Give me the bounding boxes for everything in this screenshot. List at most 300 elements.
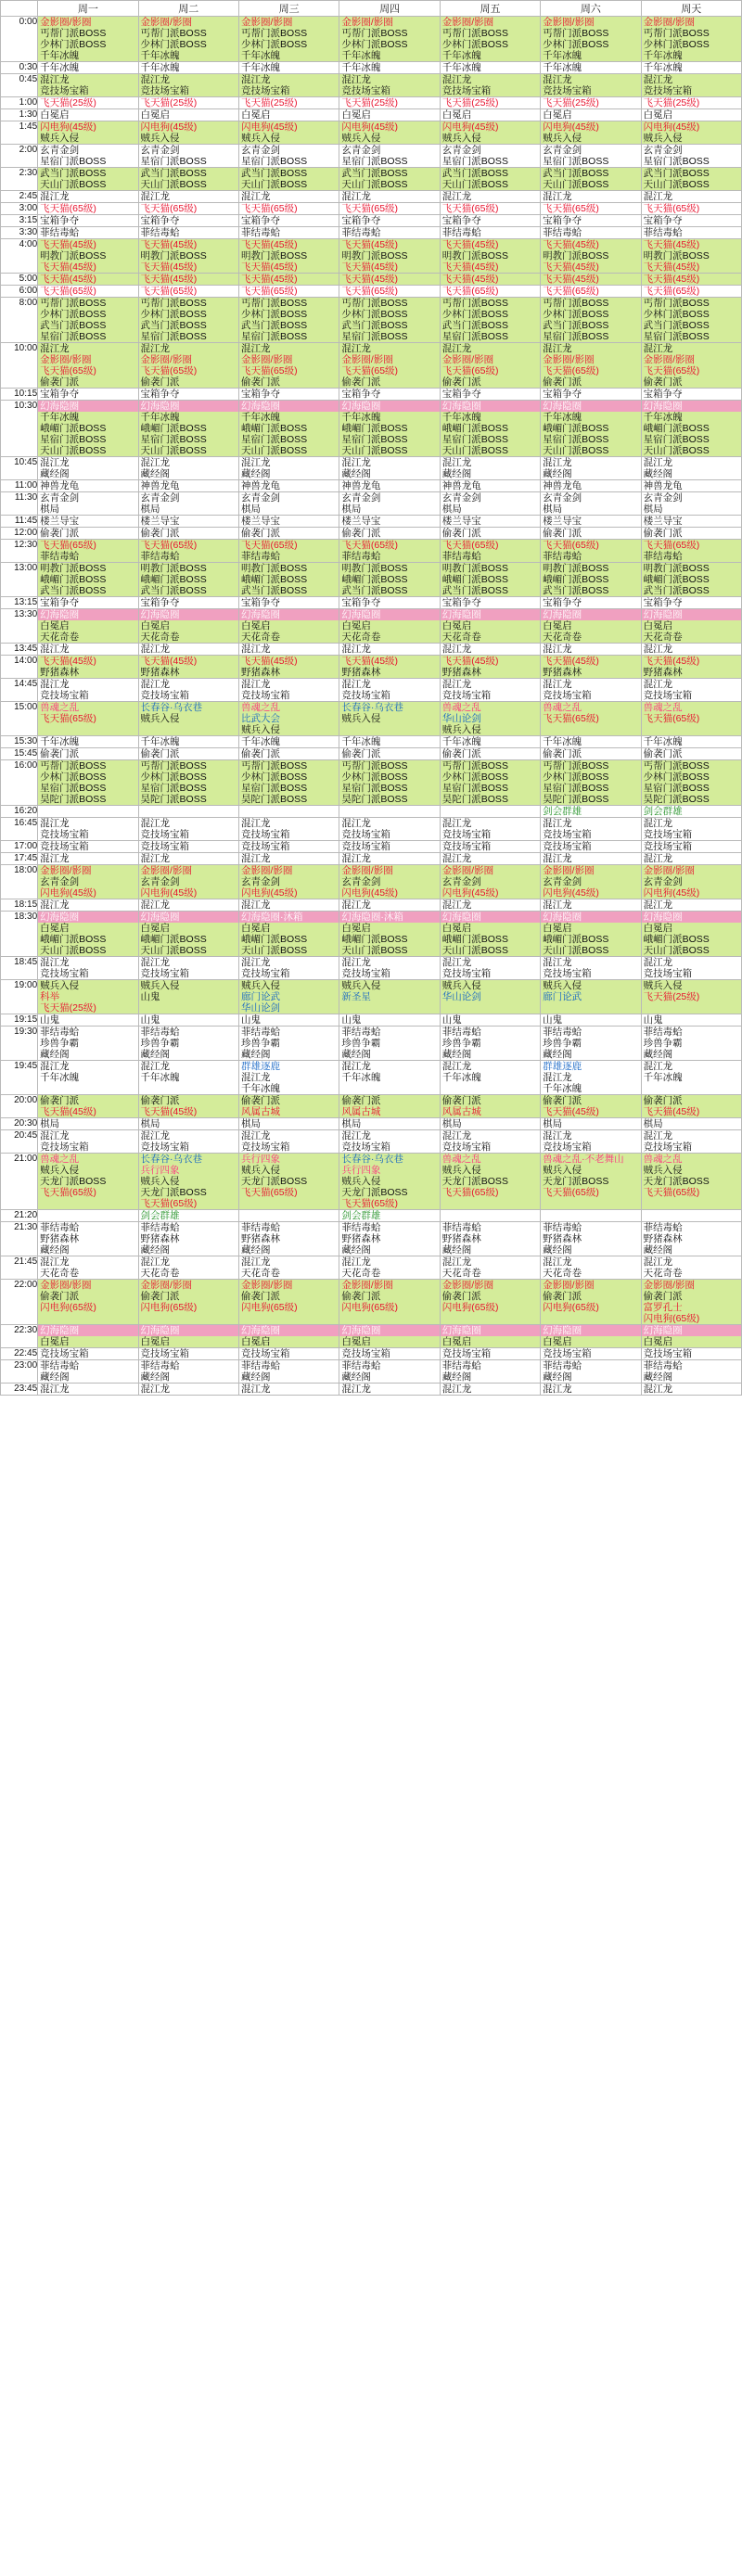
time-label: 1:00 bbox=[1, 97, 38, 109]
schedule-cell bbox=[339, 145, 440, 168]
schedule-cell bbox=[238, 298, 339, 343]
schedule-row bbox=[1, 298, 742, 343]
event-entry: 菲结毒蛤 bbox=[543, 1222, 582, 1233]
schedule-cell bbox=[138, 286, 238, 298]
schedule-cell bbox=[541, 62, 641, 74]
event-entry: 金影圈/影圈 bbox=[40, 1280, 92, 1291]
event-entry: 混江龙 bbox=[441, 1256, 472, 1268]
schedule-cell bbox=[38, 343, 138, 389]
event-entry: 混江龙 bbox=[643, 818, 673, 829]
schedule-cell bbox=[238, 528, 339, 540]
schedule-cell bbox=[339, 980, 440, 1014]
schedule-row bbox=[1, 806, 742, 818]
schedule-cell bbox=[541, 644, 641, 656]
schedule-cell bbox=[339, 841, 440, 853]
event-entry: 千年冰魄 bbox=[341, 736, 381, 747]
schedule-cell bbox=[38, 168, 138, 191]
event-entry: 贼兵入侵 bbox=[441, 1165, 481, 1176]
event-entry: 菲结毒蛤 bbox=[140, 227, 180, 238]
schedule-cell bbox=[541, 1154, 641, 1210]
event-entry: 星宿门派BOSS bbox=[240, 783, 308, 794]
schedule-cell bbox=[238, 644, 339, 656]
schedule-cell bbox=[238, 679, 339, 702]
time-label: 1:45 bbox=[1, 121, 38, 145]
event-entry: 飞天猫(65级) bbox=[643, 286, 700, 297]
event-entry: 混江龙 bbox=[543, 679, 572, 690]
schedule-cell bbox=[138, 644, 238, 656]
event-entry: 偷袭门派 bbox=[341, 376, 381, 388]
schedule-cell bbox=[641, 563, 741, 597]
schedule-cell bbox=[641, 1095, 741, 1118]
event-entry: 丐帮门派BOSS bbox=[140, 28, 207, 39]
schedule-row bbox=[1, 457, 742, 480]
event-entry: 棋局 bbox=[341, 504, 362, 515]
schedule-cell bbox=[541, 1256, 641, 1280]
event-entry: 天花奇卷 bbox=[543, 1268, 582, 1279]
schedule-cell bbox=[541, 492, 641, 516]
schedule-cell bbox=[641, 760, 741, 806]
event-entry: 野猪森林 bbox=[643, 667, 683, 678]
event-entry: 偷袭门派 bbox=[441, 528, 481, 539]
schedule-row bbox=[1, 1014, 742, 1027]
schedule-cell bbox=[38, 457, 138, 480]
schedule-cell bbox=[339, 274, 440, 286]
event-entry: 白冕启 bbox=[341, 923, 371, 934]
schedule-row bbox=[1, 1154, 742, 1210]
event-entry: 明教门派BOSS bbox=[543, 250, 609, 261]
schedule-cell bbox=[641, 1384, 741, 1396]
schedule-cell bbox=[138, 298, 238, 343]
schedule-cell bbox=[238, 239, 339, 274]
event-entry: 群雄逐鹿 bbox=[543, 1061, 582, 1072]
event-entry: 武当门派BOSS bbox=[643, 168, 710, 179]
schedule-cell bbox=[38, 97, 138, 109]
schedule-row bbox=[1, 656, 742, 679]
event-entry: 飞天猫(65级) bbox=[543, 1187, 599, 1198]
event-entry: 棋局 bbox=[40, 504, 60, 515]
event-entry: 偷袭门派 bbox=[341, 528, 381, 539]
event-entry: 偷袭门派 bbox=[240, 1291, 280, 1302]
event-entry: 幻海隐圈 bbox=[139, 401, 238, 412]
event-entry: 天花奇卷 bbox=[341, 631, 381, 643]
event-entry: 天龙门派BOSS bbox=[140, 1187, 207, 1198]
schedule-row bbox=[1, 1118, 742, 1130]
event-entry: 竞技场宝箱 bbox=[441, 1141, 492, 1153]
time-label: 6:00 bbox=[1, 286, 38, 298]
schedule-cell bbox=[138, 1360, 238, 1384]
event-entry: 剑会群雄 bbox=[341, 1210, 381, 1221]
event-entry: 山鬼 bbox=[240, 1014, 261, 1026]
event-entry: 宝箱争夺 bbox=[341, 389, 381, 400]
event-entry: 飞天猫(65级) bbox=[40, 1187, 96, 1198]
event-entry: 飞天猫(65级) bbox=[140, 1198, 198, 1209]
event-entry: 藏经阁 bbox=[543, 1049, 572, 1060]
event-entry: 星宿门派BOSS bbox=[140, 156, 207, 167]
event-entry: 宝箱争夺 bbox=[441, 597, 481, 608]
schedule-cell bbox=[541, 656, 641, 679]
event-entry: 混江龙 bbox=[441, 644, 472, 655]
event-entry: 混江龙 bbox=[441, 679, 472, 690]
event-entry: 金影圈/影圈 bbox=[140, 865, 192, 876]
event-entry: 飞天猫(25级) bbox=[643, 97, 700, 108]
schedule-cell bbox=[440, 109, 540, 121]
time-label: 14:45 bbox=[1, 679, 38, 702]
time-label: 21:00 bbox=[1, 1154, 38, 1210]
event-entry: 神兽龙龟 bbox=[543, 480, 582, 491]
event-entry: 少林门派BOSS bbox=[341, 772, 408, 783]
schedule-cell bbox=[38, 298, 138, 343]
event-entry: 昊陀门派BOSS bbox=[341, 794, 408, 805]
event-entry: 金影圈/影圈 bbox=[140, 17, 192, 28]
event-entry: 竞技场宝箱 bbox=[643, 1348, 693, 1359]
event-entry: 混江龙 bbox=[341, 899, 371, 911]
schedule-cell bbox=[440, 899, 540, 912]
event-entry: 偷袭门派 bbox=[441, 376, 481, 388]
empty-slot bbox=[441, 1210, 540, 1221]
schedule-cell bbox=[138, 1095, 238, 1118]
event-entry: 野猪森林 bbox=[140, 667, 180, 678]
schedule-row bbox=[1, 191, 742, 203]
event-entry: 丐帮门派BOSS bbox=[140, 298, 207, 309]
event-entry: 偷袭门派 bbox=[643, 748, 683, 759]
schedule-cell bbox=[138, 841, 238, 853]
schedule-cell bbox=[339, 74, 440, 97]
event-entry: 竞技场宝箱 bbox=[40, 85, 89, 96]
schedule-row bbox=[1, 274, 742, 286]
schedule-cell bbox=[641, 1256, 741, 1280]
schedule-cell bbox=[38, 1210, 138, 1222]
event-entry: 飞天猫(65级) bbox=[40, 540, 96, 551]
event-entry: 藏经阁 bbox=[441, 1371, 472, 1383]
event-entry: 兽魂之乱 bbox=[643, 1154, 683, 1165]
event-entry: 金影圈/影圈 bbox=[441, 1280, 494, 1291]
event-entry: 白冕启 bbox=[40, 923, 70, 934]
event-entry: 飞天猫(45级) bbox=[341, 656, 399, 667]
event-entry: 丐帮门派BOSS bbox=[240, 28, 308, 39]
event-entry: 宝箱争夺 bbox=[40, 215, 80, 226]
event-entry: 金影圈/影圈 bbox=[441, 354, 494, 365]
schedule-cell bbox=[339, 492, 440, 516]
event-entry: 天花奇卷 bbox=[341, 1268, 381, 1279]
event-entry: 混江龙 bbox=[341, 853, 371, 864]
event-entry: 飞天猫(65级) bbox=[240, 540, 298, 551]
event-entry: 千年冰魄 bbox=[140, 62, 180, 73]
event-entry: 华山论剑 bbox=[441, 713, 481, 724]
event-entry: 飞天猫(45级) bbox=[643, 261, 700, 273]
schedule-cell bbox=[339, 343, 440, 389]
schedule-row bbox=[1, 899, 742, 912]
event-entry: 峨嵋门派BOSS bbox=[643, 574, 710, 585]
event-entry: 混江龙 bbox=[441, 1130, 472, 1141]
schedule-row bbox=[1, 1061, 742, 1095]
event-entry: 竞技场宝箱 bbox=[40, 1348, 89, 1359]
schedule-cell bbox=[238, 516, 339, 528]
event-entry: 星宿门派BOSS bbox=[240, 331, 308, 342]
event-entry: 白冕启 bbox=[140, 620, 171, 631]
event-entry: 混江龙 bbox=[140, 853, 171, 864]
schedule-cell bbox=[541, 1280, 641, 1325]
event-entry: 野猪森林 bbox=[341, 1233, 381, 1244]
event-entry: 天龙门派BOSS bbox=[341, 1187, 408, 1198]
time-label: 21:30 bbox=[1, 1222, 38, 1256]
schedule-cell bbox=[138, 239, 238, 274]
schedule-cell bbox=[38, 62, 138, 74]
schedule-row bbox=[1, 62, 742, 74]
event-entry: 飞天猫(25级) bbox=[643, 991, 700, 1002]
schedule-cell bbox=[138, 540, 238, 563]
event-entry: 闪电狗(45级) bbox=[441, 887, 499, 899]
event-entry: 菲结毒蛤 bbox=[341, 1222, 381, 1233]
event-entry: 飞天猫(45级) bbox=[643, 1106, 700, 1117]
event-entry: 闪电狗(65级) bbox=[240, 1302, 298, 1313]
event-entry: 星宿门派BOSS bbox=[441, 156, 508, 167]
schedule-cell bbox=[38, 1154, 138, 1210]
event-entry: 飞天猫(45级) bbox=[441, 274, 499, 285]
event-entry: 混江龙 bbox=[441, 191, 472, 202]
event-entry: 混江龙 bbox=[643, 1130, 673, 1141]
schedule-cell bbox=[238, 109, 339, 121]
schedule-cell bbox=[641, 853, 741, 865]
event-entry: 竞技场宝箱 bbox=[40, 841, 89, 852]
time-label: 5:00 bbox=[1, 274, 38, 286]
event-entry: 竞技场宝箱 bbox=[341, 968, 390, 979]
event-entry: 混江龙 bbox=[240, 644, 271, 655]
event-entry: 剑会群雄 bbox=[643, 806, 683, 817]
event-entry: 偷袭门派 bbox=[341, 748, 381, 759]
event-entry: 天龙门派BOSS bbox=[643, 1176, 710, 1187]
event-entry: 幻海隐圈 bbox=[642, 1325, 741, 1336]
schedule-cell bbox=[339, 389, 440, 401]
event-entry: 楼兰导宝 bbox=[341, 516, 381, 527]
event-entry: 偷袭门派 bbox=[140, 748, 180, 759]
event-entry: 飞天猫(45级) bbox=[40, 239, 96, 250]
event-entry: 混江龙 bbox=[140, 457, 171, 468]
schedule-cell bbox=[138, 343, 238, 389]
event-entry: 风属古城 bbox=[441, 1106, 481, 1117]
event-entry: 贼兵入侵 bbox=[240, 980, 280, 991]
event-entry: 混江龙 bbox=[240, 343, 271, 354]
event-entry: 藏经阁 bbox=[643, 1049, 673, 1060]
event-entry: 丐帮门派BOSS bbox=[341, 298, 408, 309]
event-entry: 飞天猫(45级) bbox=[441, 239, 499, 250]
event-entry: 白冕启 bbox=[240, 1336, 271, 1347]
schedule-cell bbox=[38, 191, 138, 203]
schedule-cell bbox=[238, 1280, 339, 1325]
event-entry: 飞天猫(45级) bbox=[240, 261, 298, 273]
event-entry: 武当门派BOSS bbox=[140, 585, 207, 596]
schedule-cell bbox=[38, 736, 138, 748]
event-entry: 星宿门派BOSS bbox=[40, 434, 107, 445]
event-entry: 兽魂之乱 bbox=[441, 702, 481, 713]
event-entry: 天山门派BOSS bbox=[543, 945, 609, 956]
schedule-cell bbox=[440, 609, 540, 644]
event-entry: 星宿门派BOSS bbox=[441, 331, 508, 342]
schedule-cell bbox=[641, 1061, 741, 1095]
event-entry: 混江龙 bbox=[240, 1072, 271, 1083]
empty-slot bbox=[339, 806, 439, 817]
event-entry: 玄青金剑 bbox=[441, 876, 481, 887]
event-entry: 千年冰魄 bbox=[341, 1072, 381, 1083]
event-entry: 白冕启 bbox=[240, 620, 271, 631]
event-entry: 混江龙 bbox=[341, 343, 371, 354]
event-entry: 混江龙 bbox=[441, 1384, 472, 1395]
event-entry: 楼兰导宝 bbox=[240, 516, 280, 527]
event-entry: 白冕启 bbox=[543, 109, 572, 121]
event-entry: 幻海隐圈 bbox=[339, 609, 439, 620]
schedule-cell bbox=[641, 401, 741, 457]
event-entry: 竞技场宝箱 bbox=[441, 841, 492, 852]
event-entry: 明教门派BOSS bbox=[441, 250, 508, 261]
schedule-cell bbox=[641, 145, 741, 168]
event-entry: 竞技场宝箱 bbox=[341, 1348, 390, 1359]
schedule-row bbox=[1, 401, 742, 457]
empty-slot bbox=[239, 806, 339, 817]
event-entry: 飞天猫(45级) bbox=[543, 274, 599, 285]
event-entry: 竞技场宝箱 bbox=[140, 968, 190, 979]
schedule-cell bbox=[541, 853, 641, 865]
schedule-cell bbox=[238, 760, 339, 806]
time-label: 2:30 bbox=[1, 168, 38, 191]
schedule-row bbox=[1, 121, 742, 145]
event-entry: 飞天猫(65级) bbox=[643, 203, 700, 214]
schedule-cell bbox=[541, 702, 641, 736]
event-entry: 飞天猫(45级) bbox=[240, 274, 298, 285]
schedule-cell bbox=[138, 389, 238, 401]
schedule-cell bbox=[440, 516, 540, 528]
event-entry: 贼兵入侵 bbox=[140, 713, 180, 724]
event-entry: 棋局 bbox=[240, 1118, 261, 1129]
event-entry: 混江龙 bbox=[441, 343, 472, 354]
event-entry: 金影圈/影圈 bbox=[643, 354, 695, 365]
event-entry: 菲结毒蛤 bbox=[140, 1222, 180, 1233]
event-entry: 峨嵋门派BOSS bbox=[140, 934, 207, 945]
event-entry: 闪电狗(45级) bbox=[643, 121, 700, 133]
event-entry: 贼兵入侵 bbox=[643, 133, 683, 144]
event-entry: 混江龙 bbox=[40, 1384, 70, 1395]
schedule-cell bbox=[641, 97, 741, 109]
schedule-row bbox=[1, 168, 742, 191]
schedule-cell bbox=[38, 1118, 138, 1130]
event-entry: 星宿门派BOSS bbox=[341, 783, 408, 794]
schedule-cell bbox=[541, 980, 641, 1014]
event-entry: 宝箱争夺 bbox=[140, 597, 180, 608]
event-entry: 混江龙 bbox=[140, 1061, 171, 1072]
schedule-row bbox=[1, 516, 742, 528]
event-entry: 飞天猫(45级) bbox=[40, 261, 96, 273]
schedule-cell bbox=[138, 492, 238, 516]
schedule-cell bbox=[238, 480, 339, 492]
schedule-cell bbox=[641, 239, 741, 274]
event-entry: 兵行四象 bbox=[240, 1154, 280, 1165]
schedule-row bbox=[1, 736, 742, 748]
schedule-cell bbox=[339, 540, 440, 563]
event-entry: 明教门派BOSS bbox=[140, 250, 207, 261]
time-label: 11:30 bbox=[1, 492, 38, 516]
schedule-cell bbox=[440, 457, 540, 480]
event-entry: 竞技场宝箱 bbox=[40, 1141, 89, 1153]
schedule-cell bbox=[138, 899, 238, 912]
schedule-cell bbox=[440, 17, 540, 62]
event-entry: 偷袭门派 bbox=[441, 1291, 481, 1302]
event-entry: 千年冰魄 bbox=[643, 412, 683, 423]
event-entry: 天山门派BOSS bbox=[543, 179, 609, 190]
time-label: 0:30 bbox=[1, 62, 38, 74]
event-entry: 白冕启 bbox=[441, 620, 472, 631]
event-entry: 混江龙 bbox=[140, 1256, 171, 1268]
event-entry: 白冕启 bbox=[543, 923, 572, 934]
event-entry: 丐帮门派BOSS bbox=[40, 298, 107, 309]
event-entry: 竞技场宝箱 bbox=[140, 690, 190, 701]
event-entry: 偷袭门派 bbox=[441, 1095, 481, 1106]
time-label: 13:00 bbox=[1, 563, 38, 597]
event-entry: 少林门派BOSS bbox=[140, 309, 207, 320]
event-entry: 菲结毒蛤 bbox=[643, 1360, 683, 1371]
event-entry: 天龙门派BOSS bbox=[40, 1176, 107, 1187]
event-entry: 竞技场宝箱 bbox=[643, 968, 693, 979]
schedule-cell bbox=[641, 62, 741, 74]
event-entry: 兵行四象 bbox=[341, 1165, 381, 1176]
schedule-cell bbox=[440, 644, 540, 656]
event-entry: 兽魂之乱 bbox=[40, 1154, 80, 1165]
schedule-cell bbox=[339, 1061, 440, 1095]
schedule-cell bbox=[339, 457, 440, 480]
event-entry: 竞技场宝箱 bbox=[543, 85, 592, 96]
event-entry: 武当门派BOSS bbox=[643, 320, 710, 331]
event-entry: 棋局 bbox=[140, 1118, 160, 1129]
schedule-cell bbox=[440, 1280, 540, 1325]
event-entry: 千年冰魄 bbox=[140, 1072, 180, 1083]
event-entry: 菲结毒蛤 bbox=[40, 551, 80, 562]
event-entry: 天花奇卷 bbox=[140, 1268, 180, 1279]
event-entry: 武当门派BOSS bbox=[341, 320, 408, 331]
event-entry: 天花奇卷 bbox=[240, 631, 280, 643]
event-entry: 天花奇卷 bbox=[543, 631, 582, 643]
event-entry: 棋局 bbox=[140, 504, 160, 515]
schedule-cell bbox=[339, 1095, 440, 1118]
event-entry: 偷袭门派 bbox=[543, 1291, 582, 1302]
event-entry: 混江龙 bbox=[40, 1130, 70, 1141]
event-entry: 丐帮门派BOSS bbox=[441, 760, 508, 772]
time-label: 19:45 bbox=[1, 1061, 38, 1095]
event-entry: 星宿门派BOSS bbox=[643, 434, 710, 445]
event-entry: 飞天猫(45级) bbox=[643, 656, 700, 667]
event-entry: 菲结毒蛤 bbox=[240, 1222, 280, 1233]
event-entry: 菲结毒蛤 bbox=[441, 227, 481, 238]
event-entry: 少林门派BOSS bbox=[441, 39, 508, 50]
event-entry: 少林门派BOSS bbox=[643, 309, 710, 320]
schedule-cell bbox=[440, 760, 540, 806]
event-entry: 混江龙 bbox=[40, 1061, 70, 1072]
time-label: 19:15 bbox=[1, 1014, 38, 1027]
schedule-cell bbox=[541, 74, 641, 97]
event-entry: 珍兽争霸 bbox=[441, 1038, 481, 1049]
event-entry: 飞天猫(65级) bbox=[643, 1187, 700, 1198]
event-entry: 菲结毒蛤 bbox=[643, 227, 683, 238]
event-entry: 偷袭门派 bbox=[140, 528, 180, 539]
event-entry: 幻海隐圈 bbox=[339, 1325, 439, 1336]
schedule-cell bbox=[541, 203, 641, 215]
schedule-cell bbox=[38, 492, 138, 516]
event-entry: 混江龙 bbox=[140, 679, 171, 690]
schedule-cell bbox=[339, 899, 440, 912]
event-entry: 千年冰魄 bbox=[240, 412, 280, 423]
event-entry: 天山门派BOSS bbox=[341, 179, 408, 190]
event-entry: 飞天猫(65级) bbox=[543, 540, 599, 551]
event-entry: 飞天猫(65级) bbox=[140, 286, 198, 297]
event-entry: 偷袭门派 bbox=[240, 528, 280, 539]
event-entry: 混江龙 bbox=[441, 457, 472, 468]
event-entry: 闪电狗(45级) bbox=[341, 121, 399, 133]
